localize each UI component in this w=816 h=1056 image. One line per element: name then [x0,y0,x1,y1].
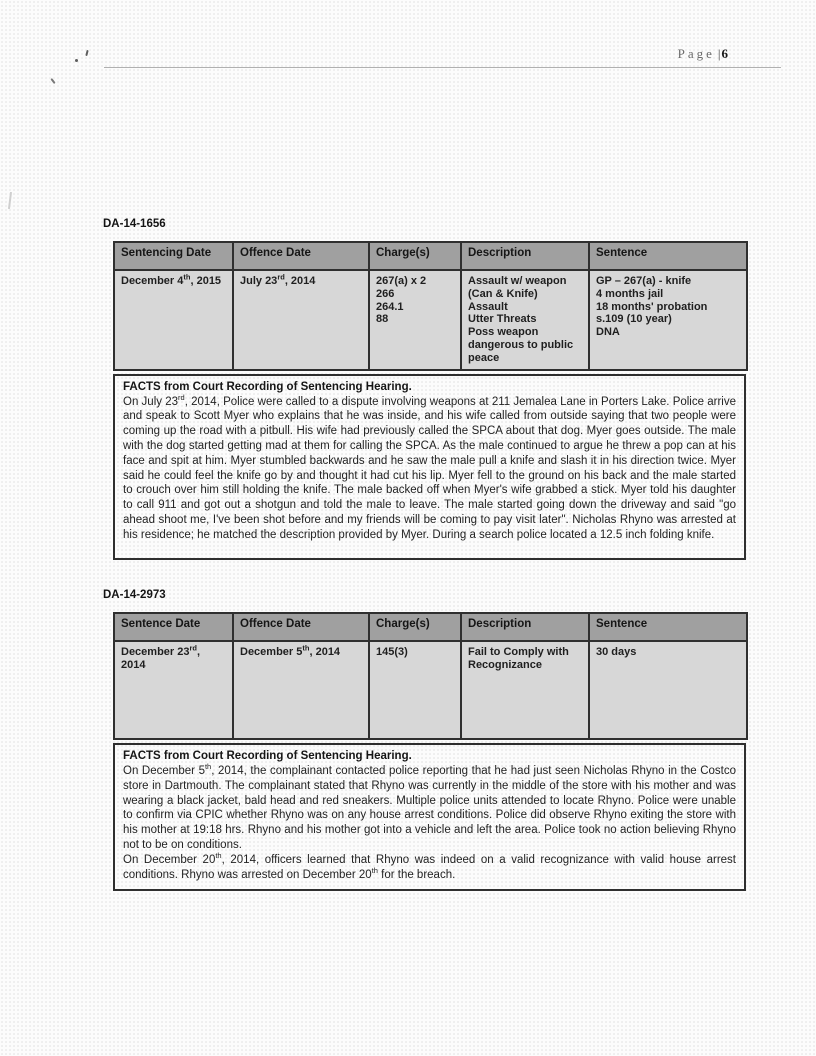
description-line: Assault w/ weapon (Can & Knife) [468,275,567,300]
case-section [103,589,763,891]
column-header-sentence-date: Sentence Date [114,613,233,641]
charge-line: 264.1 [376,300,404,313]
charge-line: 145(3) [376,646,408,658]
description-line: Fail to Comply with Recognizance [468,646,569,671]
scan-speck [75,59,78,62]
sentence-line: DNA [596,326,620,339]
scan-speck [8,192,12,209]
description-cell [461,270,589,370]
table-header-row [114,242,747,270]
header-rule [104,67,781,68]
column-header-offence-date: Offence Date [233,613,369,641]
column-header-sentence: Sentence [589,242,747,270]
facts-title: FACTS from Court Recording of Sentencing Hearing. [123,750,412,762]
sentencing-date-cell: December 4th, 2015 [114,270,233,370]
facts-title: FACTS from Court Recording of Sentencing Hearing. [123,380,412,393]
sentence-cell [589,641,747,739]
charge-line: 267(a) x 2 [376,275,427,287]
description-cell [461,641,589,739]
sentencing-table [113,241,748,371]
sentence-line: 4 months jail [596,287,664,300]
table-row [114,641,747,739]
description-line: Poss weapon dangerous to public peace [468,326,574,364]
page-separator: | [717,46,721,61]
column-header-sentencing-date: Sentencing Date [114,242,233,270]
sentence-cell [589,270,747,370]
case-section [103,218,763,560]
sentence-line: s.109 (10 year) [596,313,672,326]
column-header-description: Description [461,613,589,641]
column-header-offence-date: Offence Date [233,242,369,270]
scan-speck [50,78,55,84]
page-number [400,46,728,62]
sentence-line: GP – 267(a) - knife [596,275,692,287]
sentence-date-cell: December 23rd, 2014 [114,641,233,739]
description-line: Assault [468,300,508,313]
facts-paragraph: On December 20th, 2014, officers learned that Rhyno was indeed on a valid recognizance with valid house arrest conditions. Rhyno was arrested on December 20th for the breach. [123,850,736,881]
scan-speck [85,50,88,56]
sentencing-table [113,612,748,740]
table-header-row [114,613,747,641]
column-header-sentence: Sentence [589,613,747,641]
facts-paragraph: On July 23rd, 2014, Police were called to a dispute involving weapons at 211 Jemalea Lane in Porters Lake. Police arrive and speak to Scott Myer who explains that he was inside, and his wife called from outside saying that two people were coming up the road with a pitbull. His wife had previously called the SPCA about that dog. Myer goes outside. The male with the dog started getting mad at them for calling the SPCA. As the male continued to argue he threw a pop can at his face and spit at him. Myer stumbled backwards and he saw the male pull a knife and slash it in his direction twice. Myer said he could feel the knife go by and thought it had cut his lip. Myer fell to the ground on his back and the male started to crouch over him still holding the knife. The male backed off when Myer's wife grabbed a stick. Myer told his daughter to call 911 and got out a shotgun and told the male to leave. The male started going down the driveway and said "go ahead shoot me, I've been shot before and my friends will be coming to pay visit later". Nicholas Rhyno was arrested at his residence; he matched the description provided by Myer. During a search police located a 12.5 inch folding knife. [123,392,736,541]
page-label: Page [677,46,715,61]
case-number: DA-14-2973 [103,589,166,601]
facts-box [113,743,746,891]
offence-date-cell: December 5th, 2014 [233,641,369,739]
column-header-charges: Charge(s) [369,242,461,270]
sentence-line: 30 days [596,646,637,658]
table-row [114,270,747,370]
charges-cell [369,641,461,739]
facts-box [113,374,746,560]
column-header-charges: Charge(s) [369,613,461,641]
charge-line: 88 [376,313,389,326]
sentence-line: 18 months' probation [596,300,708,313]
case-number: DA-14-1656 [103,218,166,230]
charge-line: 266 [376,287,395,300]
description-line: Utter Threats [468,313,537,326]
facts-paragraph: On December 5th, 2014, the complainant contacted police reporting that he had just seen Nicholas Rhyno in the Costco store in Dartmouth. The complainant stated that Rhyno was currently in the middle of the store with his mother and was wearing a black jacket, bald head and red sneakers. Multiple police units attended to locate Rhyno. Police were unable to confirm via CPIC whether Rhyno was on any house arrest conditions. Police did observe Rhyno exiting the store with his mother at 19:18 hrs. Rhyno and his mother got into a vehicle and left the area. Police took no action believing Rhyno not to be on conditions. [123,762,736,851]
column-header-description: Description [461,242,589,270]
charges-cell [369,270,461,370]
page-number-value: 6 [721,46,728,61]
offence-date-cell: July 23rd, 2014 [233,270,369,370]
